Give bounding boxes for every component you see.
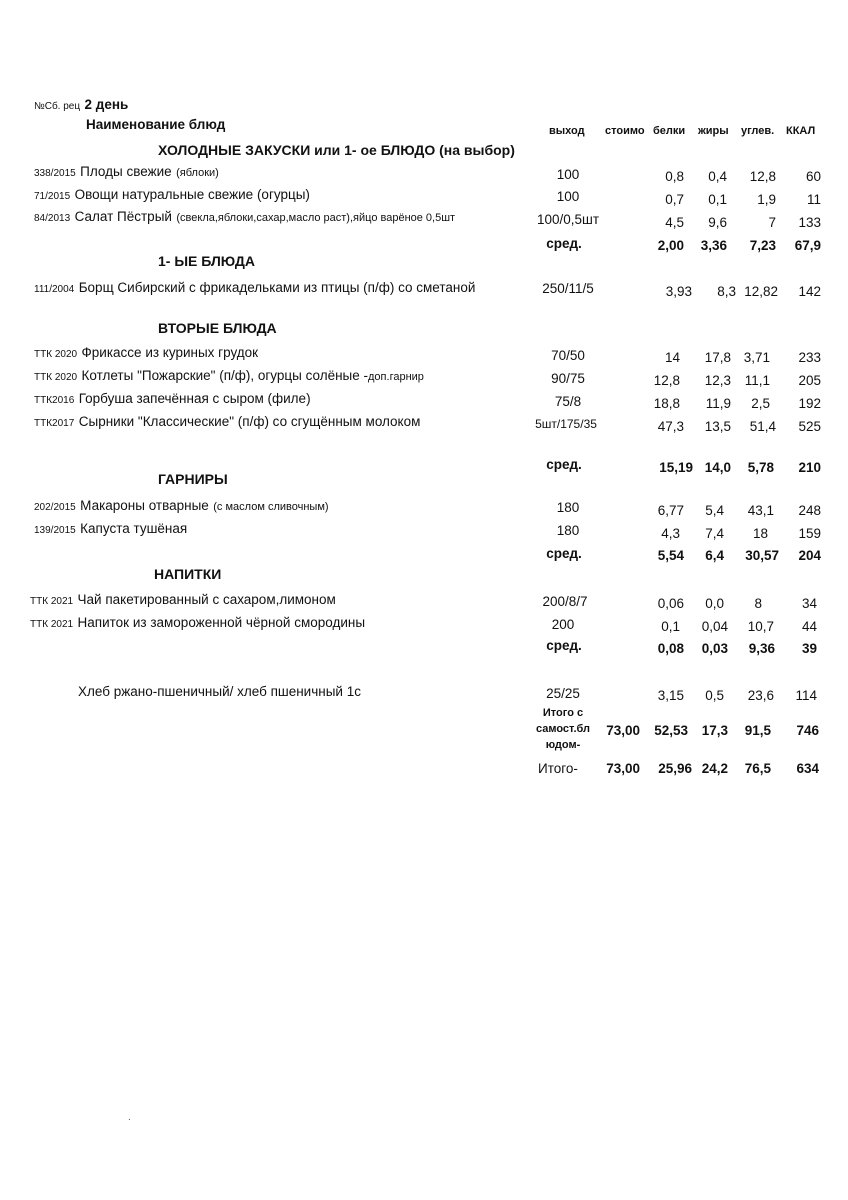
dish-name: Хлеб ржано-пшеничный/ хлеб пшеничный 1с <box>78 684 361 699</box>
fat-value: 8,3 <box>717 284 736 299</box>
kcal-value: 248 <box>798 503 821 518</box>
protein-value: 6,77 <box>657 503 684 518</box>
kcal-value: 133 <box>798 215 821 230</box>
protein-value: 15,19 <box>659 460 693 475</box>
recipe-code: ТТК 2021 <box>30 619 74 630</box>
recipe-code: ТТК 2020 <box>34 372 78 383</box>
output-value: 180 <box>556 523 580 538</box>
kcal-value: 205 <box>798 373 821 388</box>
protein-value: 5,54 <box>657 548 684 563</box>
output-value: 75/8 <box>554 394 582 409</box>
output-value: 25/25 <box>546 686 580 701</box>
fat-value: 17,3 <box>701 723 728 738</box>
kcal-value: 34 <box>801 596 817 611</box>
page-header <box>34 96 128 114</box>
kcal-value: 39 <box>801 641 817 656</box>
section-title-second: ВТОРЫЕ БЛЮДА <box>158 320 277 336</box>
section-title-cold: ХОЛОДНЫЕ ЗАКУСКИ или 1- ое БЛЮДО (на выбор) <box>158 142 515 158</box>
recipe-label: №Сб. рец <box>34 101 81 112</box>
fat-value: 12,3 <box>704 373 731 388</box>
dish-name: Фрикассе из куриных грудок <box>81 345 259 360</box>
protein-value: 0,08 <box>657 641 684 656</box>
protein-value: 52,53 <box>654 723 688 738</box>
section-title-drinks: НАПИТКИ <box>154 566 222 582</box>
total-label-line: юдом- <box>545 739 581 751</box>
dish-note: доп.гарнир <box>368 371 424 383</box>
dish-name: Макароны отварные <box>80 498 209 513</box>
kcal-value: 142 <box>798 284 821 299</box>
protein-value: 3,93 <box>665 284 692 299</box>
column-name-header: Наименование блюд <box>86 117 226 132</box>
output-value: 5шт/175/35 <box>535 417 597 431</box>
dish-name: Горбуша запечённая с сыром (филе) <box>78 391 311 406</box>
recipe-code: ТТК 2021 <box>30 596 74 607</box>
fat-value: 0,4 <box>708 169 727 184</box>
carbs-value: 1,9 <box>757 192 776 207</box>
average-label: сред. <box>546 236 582 251</box>
protein-value: 0,1 <box>661 619 680 634</box>
output-value: 250/11/5 <box>542 281 594 296</box>
protein-value: 12,8 <box>653 373 680 388</box>
carbs-value: 9,36 <box>748 641 775 656</box>
protein-value: 4,3 <box>661 526 680 541</box>
carbs-value: 2,5 <box>751 396 770 411</box>
kcal-value: 204 <box>798 548 821 563</box>
carbs-value: 3,71 <box>743 350 770 365</box>
recipe-code: 111/2004 <box>34 284 75 295</box>
dish-name: Чай пакетированный с сахаром,лимоном <box>77 592 336 607</box>
carbs-value: 10,7 <box>747 619 774 634</box>
carbs-value: 12,82 <box>744 284 778 299</box>
protein-value: 14 <box>664 350 680 365</box>
fat-value: 0,04 <box>701 619 728 634</box>
carbs-value: 8 <box>754 596 762 611</box>
dish-name: Котлеты "Пожарские" (п/ф), огурцы солёные - <box>81 368 369 383</box>
dish-name: Плоды свежие <box>80 164 172 179</box>
column-cost-header: стоимо <box>605 125 645 137</box>
column-carbs-header: углев. <box>741 125 775 137</box>
dish-name: Борщ Сибирский с фрикадельками из птицы (п/ф) со сметаной <box>78 280 476 295</box>
kcal-value: 525 <box>798 419 821 434</box>
carbs-value: 11,1 <box>744 373 770 388</box>
output-value: 180 <box>556 500 580 515</box>
output-value: 100 <box>556 189 580 204</box>
kcal-value: 634 <box>796 761 819 776</box>
carbs-value: 5,78 <box>747 460 774 475</box>
cost-value: 73,00 <box>606 761 640 776</box>
kcal-value: 159 <box>798 526 821 541</box>
protein-value: 18,8 <box>653 396 680 411</box>
kcal-value: 746 <box>796 723 819 738</box>
protein-value: 0,06 <box>657 596 684 611</box>
carbs-value: 30,57 <box>745 548 779 563</box>
output-value: 200 <box>551 617 575 632</box>
day-label: 2 день <box>84 97 129 112</box>
kcal-value: 233 <box>798 350 821 365</box>
fat-value: 17,8 <box>704 350 731 365</box>
fat-value: 0,5 <box>705 688 724 703</box>
fat-value: 11,9 <box>705 396 731 411</box>
carbs-value: 12,8 <box>749 169 776 184</box>
cost-value: 73,00 <box>606 723 640 738</box>
dish-name: Овощи натуральные свежие (огурцы) <box>74 187 310 202</box>
column-kcal-header: ККАЛ <box>786 125 816 137</box>
carbs-value: 76,5 <box>744 761 771 776</box>
protein-value: 3,15 <box>657 688 684 703</box>
protein-value: 25,96 <box>658 761 692 776</box>
output-value: 100 <box>556 167 580 182</box>
carbs-value: 43,1 <box>747 503 774 518</box>
recipe-code: 338/2015 <box>34 168 76 179</box>
protein-value: 0,7 <box>665 192 684 207</box>
dish-name-tail: ,яйцо варёное 0,5шт <box>349 212 456 224</box>
output-value: 70/50 <box>551 348 585 363</box>
fat-value: 24,2 <box>701 761 728 776</box>
fat-value: 6,4 <box>705 548 724 563</box>
fat-value: 5,4 <box>705 503 724 518</box>
column-output-header: выход <box>549 125 585 137</box>
recipe-code: ТТК2017 <box>34 418 75 429</box>
total-label-line: Итого с <box>542 707 584 719</box>
dish-name: Сырники "Классические" (п/ф) со сгущённым молоком <box>78 414 421 429</box>
total-label-line: самост.бл <box>535 723 591 735</box>
dish-note: (яблоки) <box>176 167 219 179</box>
fat-value: 0,0 <box>705 596 724 611</box>
dish-name: Капуста тушёная <box>80 521 188 536</box>
average-label: сред. <box>546 638 582 653</box>
dish-note: (с маслом сливочным) <box>213 501 329 513</box>
kcal-value: 44 <box>801 619 817 634</box>
recipe-code: 71/2015 <box>34 191 71 202</box>
section-title-first: 1- ЫЕ БЛЮДА <box>158 253 255 269</box>
kcal-value: 11 <box>806 192 821 207</box>
kcal-value: 210 <box>798 460 821 475</box>
kcal-value: 60 <box>805 169 821 184</box>
protein-value: 47,3 <box>657 419 684 434</box>
footer-mark: . <box>128 1112 131 1123</box>
protein-value: 0,8 <box>665 169 684 184</box>
column-fat-header: жиры <box>698 125 729 137</box>
dish-name: Напиток из замороженной чёрной смородины <box>77 615 366 630</box>
kcal-value: 114 <box>795 688 817 703</box>
column-protein-header: белки <box>653 125 686 137</box>
fat-value: 0,03 <box>701 641 728 656</box>
fat-value: 9,6 <box>708 215 727 230</box>
recipe-code: ТТК2016 <box>34 395 75 406</box>
carbs-value: 23,6 <box>747 688 774 703</box>
recipe-code: 139/2015 <box>34 525 76 536</box>
fat-value: 3,36 <box>700 238 727 253</box>
dish-name: Салат Пёстрый <box>74 209 172 224</box>
output-value: 100/0,5шт <box>536 212 600 227</box>
total-label: Итого- <box>538 761 578 776</box>
output-value: 90/75 <box>551 371 585 386</box>
fat-value: 7,4 <box>705 526 724 541</box>
carbs-value: 18 <box>752 526 768 541</box>
section-title-garnish: ГАРНИРЫ <box>158 471 228 487</box>
recipe-code: 202/2015 <box>34 502 76 513</box>
dish-note: (свекла,яблоки,сахар,масло раст) <box>176 212 350 224</box>
recipe-code: ТТК 2020 <box>34 349 78 360</box>
kcal-value: 192 <box>798 396 821 411</box>
protein-value: 4,5 <box>665 215 684 230</box>
kcal-value: 67,9 <box>794 238 821 253</box>
average-label: сред. <box>546 457 582 472</box>
carbs-value: 7,23 <box>749 238 776 253</box>
output-value: 200/8/7 <box>542 594 588 609</box>
carbs-value: 91,5 <box>744 723 771 738</box>
fat-value: 14,0 <box>704 460 731 475</box>
fat-value: 0,1 <box>708 192 727 207</box>
total-standalone-label <box>529 705 597 753</box>
recipe-code: 84/2013 <box>34 213 71 224</box>
average-label: сред. <box>546 546 582 561</box>
carbs-value: 7 <box>768 215 776 230</box>
protein-value: 2,00 <box>657 238 684 253</box>
carbs-value: 51,4 <box>749 419 776 434</box>
fat-value: 13,5 <box>704 419 731 434</box>
